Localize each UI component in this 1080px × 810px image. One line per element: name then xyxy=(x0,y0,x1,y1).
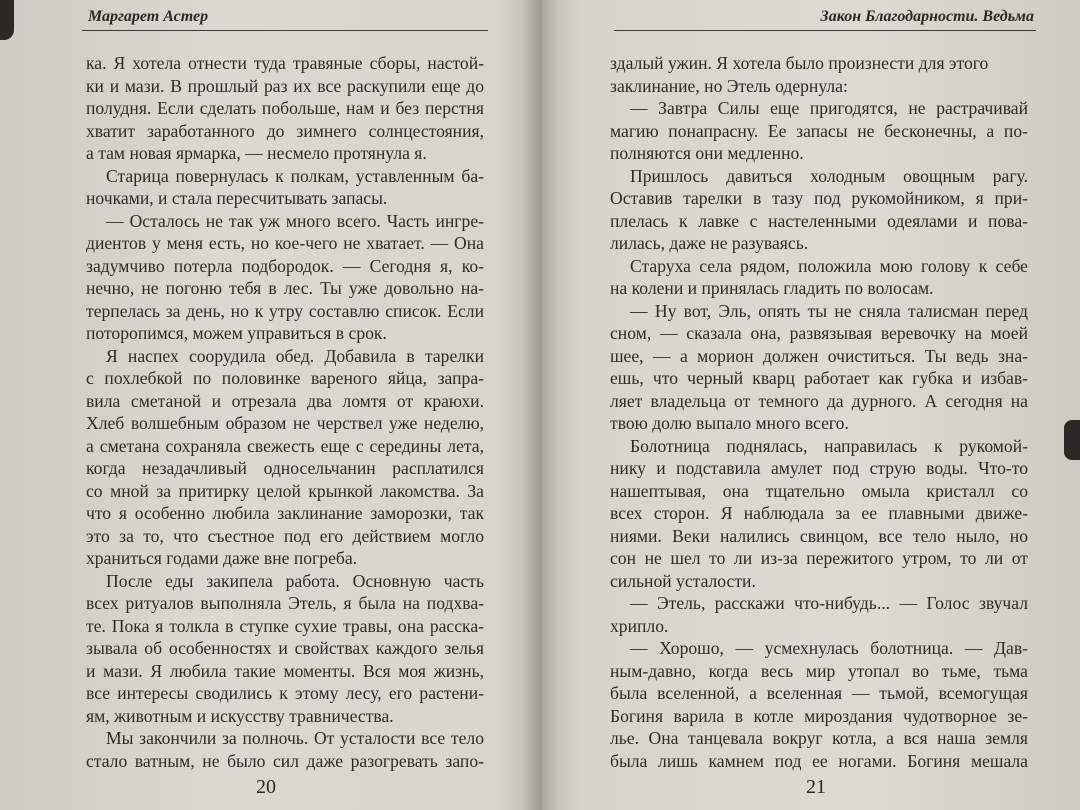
text-line: и мази. Я любила такие моменты. Вся моя жизнь, xyxy=(86,660,484,681)
text-line: храниться годами даже вне погреба. xyxy=(86,548,358,568)
text-line: шее, — а морион должен очиститься. Ты ведь зна- xyxy=(610,345,1028,366)
text-line: ки и мази. В прошлый раз их все раскупили еще до xyxy=(86,75,484,96)
text-line: терпелась за день, но к утру составлю список. Если xyxy=(86,300,484,321)
text-line: а там новая ярмарка, — несмело протянула я. xyxy=(86,143,427,163)
text-line: ешь, что черный кварц работает как губка и избав- xyxy=(610,368,1028,388)
text-line: всех сторон. Я наблюдала за ее плавными движе- xyxy=(610,503,1028,523)
text-line: с похлебкой по половинке вареного яйца, запра- xyxy=(86,368,484,388)
text-line: на колени и принялась гладить по волосам. xyxy=(610,278,934,298)
text-line: сильной усталости. xyxy=(610,570,756,591)
text-line: сон не шел то ли из-за пережитого утром, то ли от xyxy=(610,548,1028,568)
text-line: нашептывая, она тщательно омыла кристалл со xyxy=(610,480,1028,501)
text-line: была вселенной, а вселенная — тьмой, всемогущая xyxy=(610,683,1028,703)
text-line: зывала об особенностях и свойствах каждого зелья xyxy=(86,638,484,658)
text-line: полудня. Если сделать побольше, нам и без перстня xyxy=(86,98,484,118)
text-line: поторопимся, можем управиться в срок. xyxy=(86,323,387,343)
right-running-head: Закон Благодарности. Ведьма xyxy=(820,8,1034,25)
text-line: сном, — сказала она, развязывая веревочку на моей xyxy=(610,323,1028,343)
text-line: всех ритуалов выполняла Этель, я была на подхва- xyxy=(86,593,484,613)
text-line: Старуха села рядом, положила мою голову к себе xyxy=(630,255,1028,276)
text-line: полняются они медленно. xyxy=(610,143,804,163)
right-edge-shadow xyxy=(1064,420,1080,460)
text-line: что я особенно любила заклинание заморозки, так xyxy=(86,503,484,523)
text-line: плелась к лавке с настеленными одеялами и пова- xyxy=(610,210,1028,231)
text-line: Мы закончили за полночь. От усталости все тело xyxy=(106,728,484,748)
text-line: ночками, и стала пересчитывать запасы. xyxy=(86,188,388,208)
right-page-number: 21 xyxy=(806,776,826,798)
text-line: хрипло. xyxy=(610,615,669,636)
text-line: — Этель, расскажи что-нибудь... — Голос звучал xyxy=(630,593,1028,613)
text-line: ниями. Веки налились свинцом, все тело ныло, но xyxy=(610,525,1028,546)
text-line: задумчиво потерла подбородок. — Сегодня я, ко- xyxy=(86,255,484,276)
left-page-number: 20 xyxy=(256,776,276,798)
text-line: — Завтра Силы еще пригодятся, не растрачивай xyxy=(630,98,1028,118)
text-line: — Осталось не так уж много всего. Часть ингре- xyxy=(106,210,484,231)
text-line: вила сметаной и отрезала два ломтя от краюхи. xyxy=(86,390,484,411)
text-line: Старица повернулась к полкам, уставленным ба- xyxy=(106,165,484,186)
text-line: Я наспех соорудила обед. Добавила в тарелки xyxy=(106,345,484,366)
text-line: Пришлось давиться холодным овощным рагу. xyxy=(630,165,1028,186)
text-line: стало ватным, не было сил даже разогревать запо- xyxy=(86,750,484,771)
text-line: твою долю выпало много всего. xyxy=(610,413,849,433)
text-line: была лишь камнем под ее ногами. Богиня мешала xyxy=(610,750,1028,771)
top-left-corner-shadow xyxy=(0,0,14,40)
left-header-rule xyxy=(82,30,488,31)
text-line: Оставив тарелки в тазу под рукомойником, я при- xyxy=(610,188,1028,208)
text-line: Хлеб волшебным образом не черствел уже неделю, xyxy=(86,413,484,433)
text-line: ляет владельца от темного да дурного. А сегодня на xyxy=(610,390,1028,411)
text-line: ям, животным и искусству травничества. xyxy=(86,705,394,726)
text-line: когда незадачливый односельчанин расплатился xyxy=(86,458,484,478)
right-body-text xyxy=(610,52,1028,772)
text-line: это за то, что съестное под его действием могло xyxy=(86,525,484,546)
text-line: диентов у меня есть, но кое-чего не хватает. — Она xyxy=(86,233,484,253)
text-line: хватит заработанного до зимнего солнцестояния, xyxy=(86,120,484,141)
text-line: лье. Она танцевала вокруг котла, а вся наша земля xyxy=(610,728,1028,748)
text-line: Болотница поднялась, направилась к рукомой- xyxy=(630,435,1028,456)
text-line: все интересы сводились к этому лесу, его растени- xyxy=(86,683,484,703)
text-line: нечно, не погоню тебя в лес. Ты уже довольно на- xyxy=(86,278,484,298)
text-line: магию понапрасну. Ее запасы не бесконечны, а по- xyxy=(610,120,1028,141)
text-line: — Хорошо, — усмехнулась болотница. — Дав- xyxy=(630,638,1028,658)
right-page xyxy=(540,0,1080,810)
left-body-text xyxy=(86,52,484,772)
text-line: После еды закипела работа. Основную часть xyxy=(106,570,484,591)
text-line: здалый ужин. Я хотела было произнести для этого xyxy=(610,53,989,73)
text-line: лилась, даже не разуваясь. xyxy=(610,233,809,253)
text-line: заклинание, но Этель одернула: xyxy=(610,75,848,96)
text-line: ным-давно, когда весь мир утопал во тьме, тьма xyxy=(610,660,1028,681)
left-running-head: Маргарет Астер xyxy=(88,8,209,25)
text-line: те. Пока я толкла в ступке сухие травы, она расска- xyxy=(86,615,484,636)
text-line: нику и подставила амулет под струю воды. Что-то xyxy=(610,458,1028,478)
text-line: а сметана сохраняла свежесть еще с середины лета, xyxy=(86,435,484,456)
book-gutter xyxy=(522,0,558,810)
right-header-rule xyxy=(614,30,1036,31)
text-line: со мной за притирку целой крынкой лакомства. За xyxy=(86,480,484,501)
text-line: Богиня варила в котле мироздания чудотворное зе- xyxy=(610,705,1028,726)
text-line: — Ну вот, Эль, опять ты не сняла талисман перед xyxy=(630,300,1028,321)
text-line: ка. Я хотела отнести туда травяные сборы, настой- xyxy=(86,53,484,73)
